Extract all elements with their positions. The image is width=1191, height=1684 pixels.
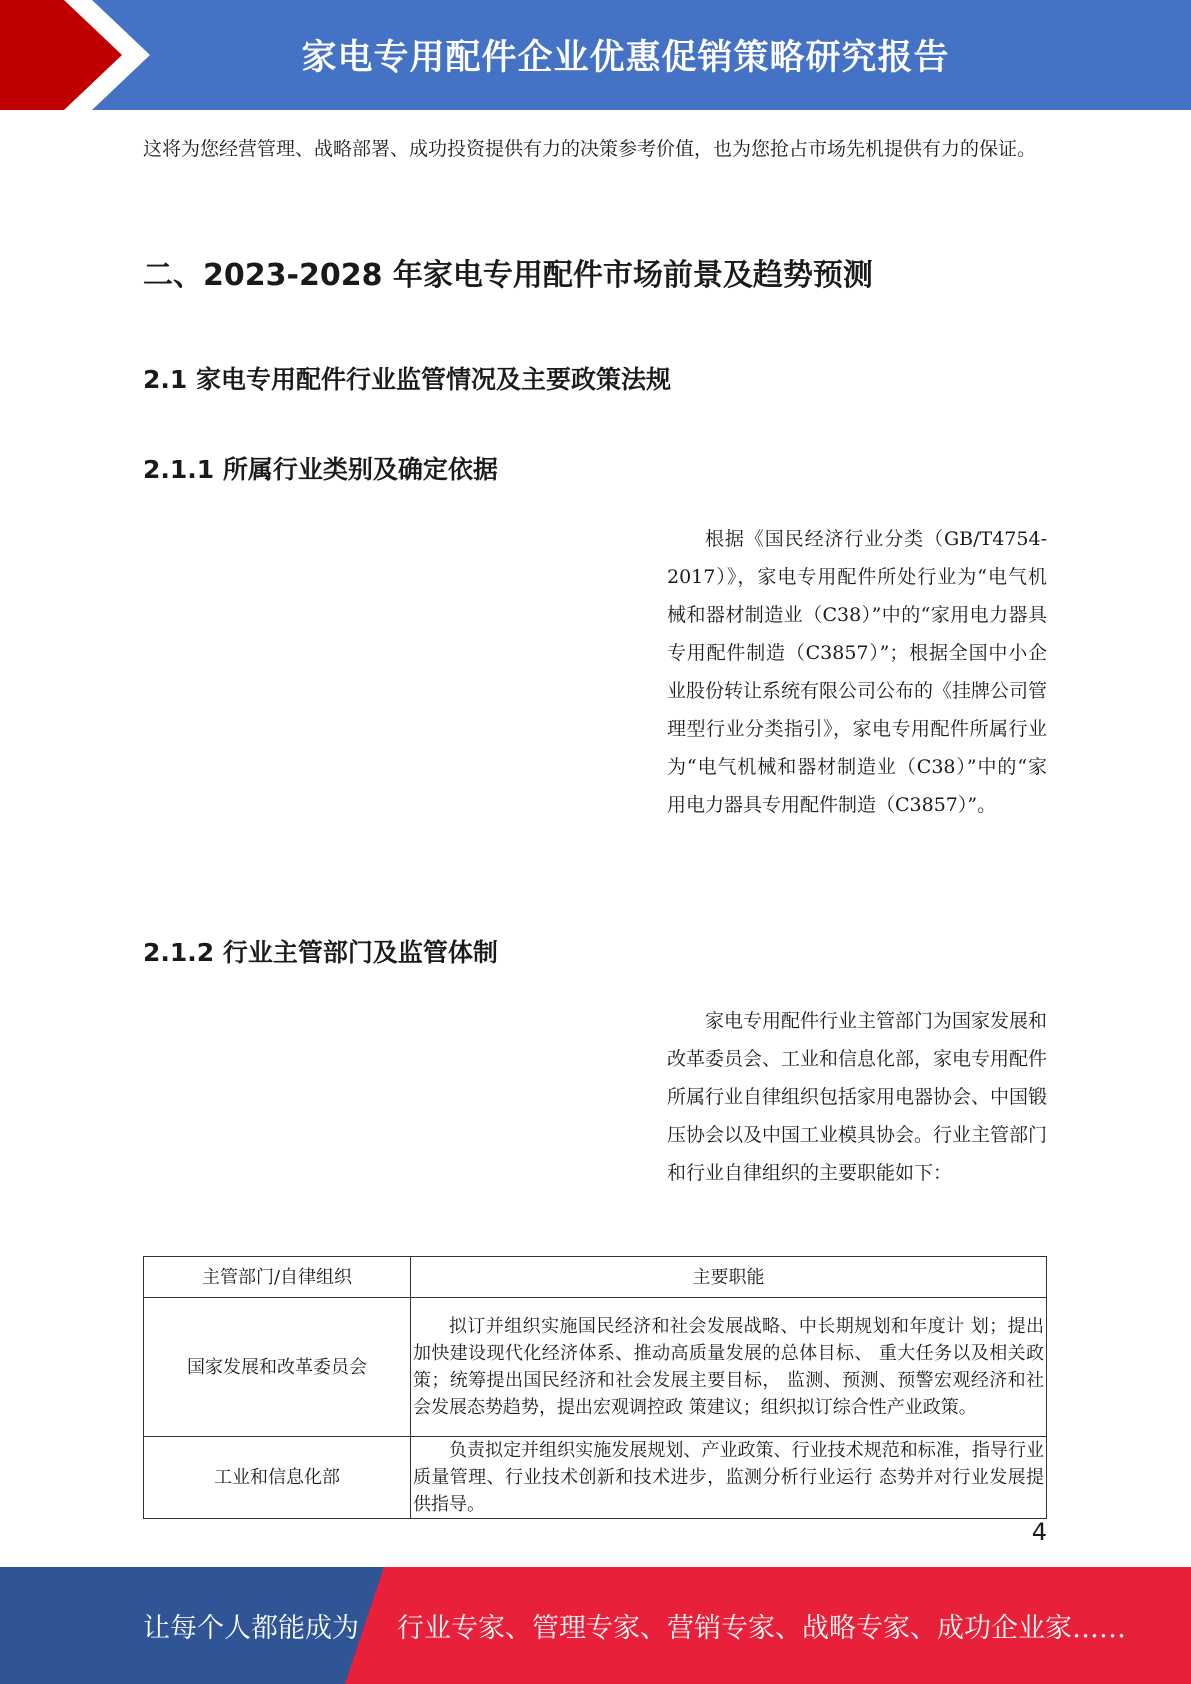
footer-slogan-left: 让每个人都能成为 (143, 1613, 359, 1644)
table-cell-dept: 国家发展和改革委员会 (144, 1298, 411, 1437)
page-number: 4 (1031, 1518, 1047, 1546)
table-header-duty: 主要职能 (411, 1257, 1047, 1298)
subsection-heading-2-1: 2.1 家电专用配件行业监管情况及主要政策法规 (143, 365, 671, 394)
footer-slogan-right: 行业专家、管理专家、营销专家、战略专家、成功企业家…… (397, 1613, 1126, 1644)
table-header-row (144, 1257, 1047, 1298)
subsection-heading-2-1-2: 2.1.2 行业主管部门及监管体制 (143, 938, 498, 967)
page-footer (0, 1567, 1191, 1684)
table-cell-duty: 负责拟定并组织实施发展规划、产业政策、行业技术规范和标准，指导行业质量管理、行业技术创新和技术进步，监测分析行业运行 态势并对行业发展提供指导。 (411, 1437, 1047, 1519)
section-heading: 二、2023-2028 年家电专用配件市场前景及趋势预测 (143, 258, 873, 293)
authority-duties-table (143, 1256, 1047, 1519)
intro-paragraph: 这将为您经营管理、战略部署、成功投资提供有力的决策参考价值，也为您抢占市场先机提供有力的保证。 (143, 138, 1037, 160)
table-cell-duty: 拟订并组织实施国民经济和社会发展战略、中长期规划和年度计 划；提出加快建设现代化经济体系、推动高质量发展的总体目标、 重大任务以及相关政策；统筹提出国民经济和社会发展主要目标， 监测、预测、预警宏观经济和社会发展态势趋势，提出宏观调控政 策建议；组织拟订综合性产业政策。 (411, 1298, 1047, 1437)
report-title: 家电专用配件企业优惠促销策略研究报告 (301, 38, 950, 78)
table-row (144, 1298, 1047, 1437)
table-header-dept: 主管部门/自律组织 (144, 1257, 411, 1298)
industry-classification-paragraph: 根据《国民经济行业分类（GB/T4754-2017）》，家电专用配件所处行业为“电气机械和器材制造业（C38）”中的“家用电力器具专用配件制造（C3857）”；根据全国中小企业股份转让系统有限公司公布的《挂牌公司管理型行业分类指引》，家电专用配件所属行业为“电气机械和器材制造业（C38）”中的“家用电力器具专用配件制造（C3857）”。 (667, 528, 1048, 816)
table-row (144, 1437, 1047, 1519)
regulatory-authority-paragraph: 家电专用配件行业主管部门为国家发展和改革委员会、工业和信息化部，家电专用配件所属行业自律组织包括家用电器协会、中国锻压协会以及中国工业模具协会。行业主管部门和行业自律组织的主要职能如下： (667, 1010, 1048, 1184)
page-header (0, 0, 1191, 110)
subsection-heading-2-1-1: 2.1.1 所属行业类别及确定依据 (143, 455, 498, 484)
intro-block (143, 130, 1047, 168)
table-cell-dept: 工业和信息化部 (144, 1437, 411, 1519)
